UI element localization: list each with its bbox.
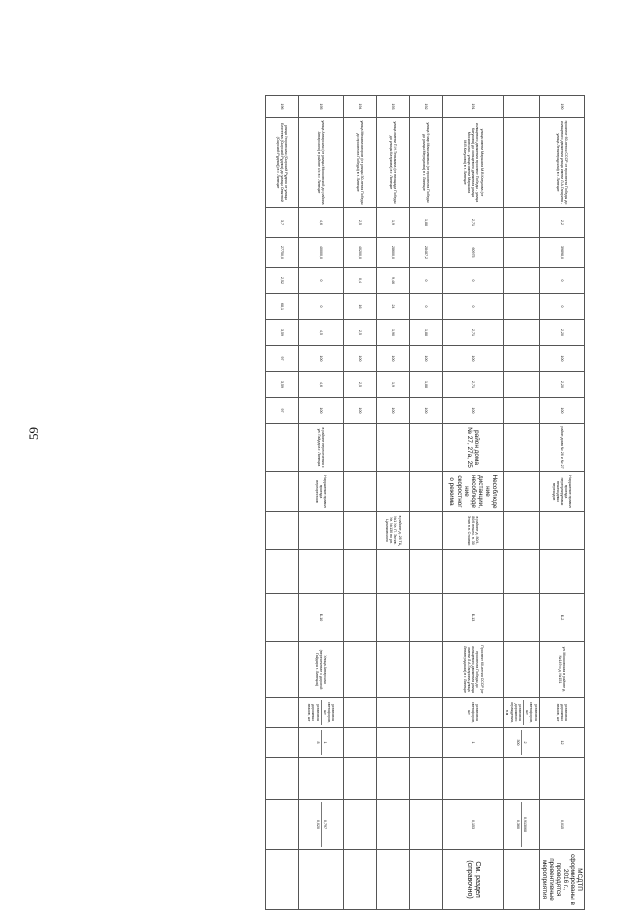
row-number-text: 191: [471, 103, 476, 110]
value-cell: [410, 346, 443, 372]
accident-detail: [539, 512, 584, 550]
empty-cell: [299, 758, 344, 800]
row-number: [410, 96, 443, 118]
value-cell: [539, 346, 584, 372]
value-cell-text: 24: [391, 304, 396, 309]
object-description: [443, 642, 504, 698]
quantity-cell: [443, 728, 504, 758]
value-cell-text: 100: [358, 355, 363, 362]
measure-cell: [539, 698, 584, 728]
value-cell: [410, 398, 443, 424]
row-number: [504, 96, 540, 118]
accident-detail: [299, 512, 344, 550]
road-section-text: улица 9 мкр Максимовых (от проспекта Победы до улицы Меркулова) в г. Липецке: [422, 122, 431, 203]
location-detail: [504, 424, 540, 472]
object-code: [443, 594, 504, 642]
value-cell-text: 2,52: [280, 277, 285, 284]
accident-detail: [504, 512, 540, 550]
value-cell-text: 100: [319, 355, 324, 362]
value-cell: [266, 320, 299, 346]
object-description: [266, 642, 299, 698]
length-cell-text: 1,88: [424, 219, 429, 226]
value-cell: [299, 372, 344, 398]
empty-cell: [344, 550, 377, 594]
area-cell-text: 28600,0: [391, 246, 396, 259]
value-cell: [266, 268, 299, 294]
value-cell: [410, 320, 443, 346]
note-cell: [266, 850, 299, 910]
value-cell-text: 2,5: [358, 382, 363, 387]
measure-cell: [344, 698, 377, 728]
value-cell-text: 100: [391, 355, 396, 362]
object-code: [299, 594, 344, 642]
value-cell: [266, 372, 299, 398]
road-section-text: улица Механизаторов (от улицы 30-летия Победы до проспекта Победы) в г. Липецке: [356, 120, 365, 205]
value-cell-text: 2,71: [471, 381, 476, 388]
table-row: [344, 96, 377, 910]
empty-cell: [410, 550, 443, 594]
quantity-cell: [539, 728, 584, 758]
row-number: [377, 96, 410, 118]
note-cell: [410, 850, 443, 910]
value-cell: [299, 398, 344, 424]
value-cell: [539, 372, 584, 398]
table-row: [539, 96, 584, 910]
value-cell-text: 0: [424, 279, 429, 282]
road-section: [266, 118, 299, 208]
note-cell-text: МСДТП сформированы в 2016 г., проводятся превентивные мероприятия: [540, 854, 583, 905]
note-cell: [377, 850, 410, 910]
value-cell: [266, 398, 299, 424]
object-description: [504, 642, 540, 698]
cost-cell-text: 0,153: [471, 820, 476, 829]
quantity-cell-text: 1: [471, 741, 476, 744]
value-cell: [410, 268, 443, 294]
value-cell-text: 1,88: [424, 329, 429, 336]
violation-reason-text: Нарушение правил проезда нерегулируемых пешеходных переходов: [551, 475, 573, 508]
area-cell-text: 27750,0: [280, 246, 285, 259]
value-cell: [443, 320, 504, 346]
empty-cell: [539, 550, 584, 594]
road-section: [377, 118, 410, 208]
road-section: [299, 118, 344, 208]
cost-cell-secondary: 0,360: [516, 802, 522, 847]
location-detail: [377, 424, 410, 472]
measure-cell-secondary: установка дорожного ограждения, п.м: [505, 700, 524, 725]
note-cell: [443, 850, 504, 910]
object-code-text: Б-2: [559, 614, 564, 621]
value-cell: [344, 346, 377, 372]
object-code: [539, 594, 584, 642]
row-number: [344, 96, 377, 118]
note-cell: [539, 850, 584, 910]
road-section-text: улица имени Маршала М.В.Катукова (от кольцевого движения проспект Победы - улица Катукова) до кольцевого движения улица Московская - улица имени Маршала М.В.Катукова) в г. Липецке: [462, 122, 484, 203]
measure-cell-secondary: установка дорожных знаков, шт: [307, 700, 322, 725]
location-detail: [344, 424, 377, 472]
page-number: 59: [26, 427, 41, 440]
location-detail: [266, 424, 299, 472]
value-cell-text: 0: [471, 279, 476, 282]
road-section: [410, 118, 443, 208]
value-cell-text: 2,5: [358, 330, 363, 335]
length-cell-text: 1,9: [391, 220, 396, 225]
length-cell: [377, 208, 410, 238]
road-section: [443, 118, 504, 208]
object-code: [377, 594, 410, 642]
accident-detail: [443, 512, 504, 550]
value-cell-text: 0: [559, 305, 564, 308]
value-cell: [299, 320, 344, 346]
measure-cell: [299, 698, 344, 728]
value-cell-text: 2,20: [559, 381, 564, 388]
length-cell: [344, 208, 377, 238]
table-row: [443, 96, 504, 910]
quantity-cell: [299, 728, 344, 758]
row-number: [299, 96, 344, 118]
value-cell-text: 4,6: [319, 382, 324, 387]
empty-cell: [539, 758, 584, 800]
measure-cell-text: установка дорожных знаков, шт: [555, 703, 569, 722]
empty-cell: [377, 758, 410, 800]
note-cell-text: См. раздел (справочно): [466, 860, 482, 899]
location-detail: [410, 424, 443, 472]
empty-cell: [344, 758, 377, 800]
violation-reason: [377, 472, 410, 512]
location-detail-text: район дома № 27, 27а, 25: [466, 427, 481, 468]
violation-reason: [299, 472, 344, 512]
value-cell-text: 97: [280, 408, 285, 413]
value-cell-text: 0: [319, 279, 324, 282]
value-cell-text: 97: [280, 356, 285, 361]
value-cell: [299, 346, 344, 372]
value-cell: [377, 268, 410, 294]
empty-cell: [504, 550, 540, 594]
value-cell: [504, 398, 540, 424]
location-detail-text: район дома № 26 и № 27: [559, 426, 564, 469]
empty-cell: [410, 758, 443, 800]
cost-cell-text: 0,913068: [523, 817, 528, 832]
object-description: [344, 642, 377, 698]
quantity-cell: [377, 728, 410, 758]
cost-cell: [539, 800, 584, 850]
length-cell: [539, 208, 584, 238]
measure-cell-text: установка светофоров, шт: [466, 701, 480, 723]
location-detail: [443, 424, 504, 472]
value-cell: [377, 320, 410, 346]
row-number-text: 193: [391, 103, 396, 110]
quantity-cell-secondary: 300: [516, 730, 522, 755]
value-cell: [443, 346, 504, 372]
cost-cell: [504, 800, 540, 850]
accident-detail: [377, 512, 410, 550]
table-body: [266, 96, 585, 910]
area-cell: [539, 238, 584, 268]
value-cell: [299, 294, 344, 320]
length-cell: [410, 208, 443, 238]
location-detail-text: в районе пересечения с ул. Гайдара г. Липецка: [317, 427, 326, 468]
empty-cell: [266, 550, 299, 594]
value-cell-text: 68,1: [280, 303, 285, 310]
value-cell: [443, 398, 504, 424]
value-cell: [299, 268, 344, 294]
value-cell-text: 100: [319, 407, 324, 414]
value-cell-text: 9,46: [391, 277, 396, 284]
length-cell: [443, 208, 504, 238]
empty-cell: [504, 758, 540, 800]
row-number: [443, 96, 504, 118]
violation-reason: [344, 472, 377, 512]
value-cell: [539, 320, 584, 346]
value-cell: [377, 372, 410, 398]
object-code: [266, 594, 299, 642]
quantity-cell-text: 2: [523, 741, 528, 744]
area-cell-text: 40200,0: [358, 246, 363, 259]
area-cell: [266, 238, 299, 268]
length-cell: [504, 208, 540, 238]
empty-cell: [443, 550, 504, 594]
accident-detail: [410, 512, 443, 550]
value-cell-text: 0: [559, 279, 564, 282]
object-description: [299, 642, 344, 698]
violation-reason: [443, 472, 504, 512]
cost-cell: [377, 800, 410, 850]
length-cell-text: 2,71: [471, 219, 476, 226]
value-cell-text: 100: [559, 407, 564, 414]
object-description: [377, 642, 410, 698]
cost-cell: [266, 800, 299, 850]
value-cell-text: 0: [424, 305, 429, 308]
empty-cell: [377, 550, 410, 594]
row-number-text: 190: [559, 103, 564, 110]
measure-cell-text: установка светофоров, шт: [525, 701, 538, 723]
value-cell: [443, 268, 504, 294]
road-section-text: улица Угорянская (Сырский Рудник от улицы Бехтеева (Сырский Рудник) до улицы Опытной (Сырский Рудник)) в г. Липецке: [275, 123, 289, 202]
value-cell: [410, 372, 443, 398]
value-cell-text: 100: [559, 355, 564, 362]
violation-reason: [266, 472, 299, 512]
cost-cell: [410, 800, 443, 850]
quantity-cell: [344, 728, 377, 758]
value-cell: [410, 294, 443, 320]
length-cell-text: 2,5: [358, 220, 363, 225]
row-number: [539, 96, 584, 118]
note-cell: [504, 850, 540, 910]
value-cell: [377, 294, 410, 320]
measure-cell-text: установка светофоров, шт: [322, 701, 336, 723]
value-cell: [504, 346, 540, 372]
value-cell: [539, 398, 584, 424]
road-section: [539, 118, 584, 208]
value-cell: [344, 268, 377, 294]
violation-reason-text: Нарушение правил проезда перекрестков: [314, 475, 328, 508]
area-cell: [377, 238, 410, 268]
value-cell: [539, 294, 584, 320]
value-cell: [504, 294, 540, 320]
measure-cell: [410, 698, 443, 728]
measure-cell: [504, 698, 540, 728]
value-cell: [344, 294, 377, 320]
length-cell: [299, 208, 344, 238]
cost-cell-text: 0,015: [559, 820, 564, 829]
object-code: [410, 594, 443, 642]
value-cell-text: 100: [391, 407, 396, 414]
row-number: [266, 96, 299, 118]
road-section: [504, 118, 540, 208]
object-description-text: Проспект 60-летия СССР (от проспекта Победы до кольцевого движения улица имени Л.А.Гагарина-улица Ленинградская) в г. Липецке: [462, 645, 484, 694]
area-cell-text: 28487,2: [424, 246, 429, 259]
road-section-text: проспект 60-летия СССР от проспекта Победы до кольцевого движения улица имени Л.А.Гагарина - улица Ленинградская) в г. Липецке: [555, 120, 569, 205]
value-cell-text: 0: [471, 305, 476, 308]
object-code: [344, 594, 377, 642]
value-cell-text: 4,5: [319, 330, 324, 335]
value-cell: [344, 372, 377, 398]
row-number-text: 195: [319, 103, 324, 110]
table-row: [377, 96, 410, 910]
empty-cell: [266, 758, 299, 800]
value-cell-text: 2,71: [471, 329, 476, 336]
table-row: [504, 96, 540, 910]
area-cell: [344, 238, 377, 268]
table-row: [266, 96, 299, 910]
row-number-text: 192: [424, 103, 429, 110]
accident-detail: [344, 512, 377, 550]
accident-detail-text: в районе д. 26 ТЦ №1 Ул. П. Эктив. Ул. №130 по ул. Циолковского: [384, 515, 402, 546]
note-cell: [344, 850, 377, 910]
value-cell: [504, 372, 540, 398]
value-cell: [377, 398, 410, 424]
quantity-cell: [266, 728, 299, 758]
note-cell: [299, 850, 344, 910]
value-cell-text: 0,4: [358, 278, 363, 283]
value-cell-text: 1,88: [424, 381, 429, 388]
value-cell-text: 100: [471, 407, 476, 414]
object-description-text: Улица Ангарская (пересечение с дорогой Гайдара г. Липецка): [314, 649, 328, 690]
value-cell-text: 2,20: [559, 329, 564, 336]
violation-reason: [504, 472, 540, 512]
value-cell: [539, 268, 584, 294]
value-cell-text: 16: [358, 304, 363, 309]
area-cell: [410, 238, 443, 268]
area-cell-text: 39898,0: [559, 246, 564, 259]
value-cell: [504, 320, 540, 346]
road-section: [344, 118, 377, 208]
safety-measures-table: [265, 95, 585, 910]
value-cell-text: 3,59: [280, 329, 285, 336]
value-cell: [266, 294, 299, 320]
measure-cell: [377, 698, 410, 728]
value-cell: [266, 346, 299, 372]
cost-cell-secondary: 0,020: [315, 802, 321, 847]
value-cell-text: 100: [424, 407, 429, 414]
object-code: [504, 594, 540, 642]
area-cell-text: 60975: [471, 247, 476, 258]
cost-cell: [344, 800, 377, 850]
road-section-text: улица имени П.Н.Тельмана (от площади Победы до улицы Катукова) в г. Липецке: [389, 121, 398, 204]
measure-cell: [443, 698, 504, 728]
area-cell: [443, 238, 504, 268]
value-cell-text: 3,59: [280, 381, 285, 388]
value-cell: [504, 268, 540, 294]
value-cell-text: 1,90: [391, 329, 396, 336]
road-section-text: улица Ангарская (от улицы Московской до района Ангарского) в районе с/с в г. Липецке: [317, 120, 326, 205]
violation-reason: [410, 472, 443, 512]
quantity-cell: [410, 728, 443, 758]
table-row: [410, 96, 443, 910]
cost-cell-text: 0,797: [322, 820, 327, 829]
value-cell: [377, 346, 410, 372]
object-code-text: Б-10: [319, 613, 324, 622]
area-cell: [504, 238, 540, 268]
accident-detail-text: в районе д. 80/4, 80/6 пешех. п. 30 Этап п.п. Стоянки: [466, 515, 480, 546]
area-cell-text: 40000,0: [319, 246, 324, 259]
empty-cell: [443, 758, 504, 800]
object-code-text: Б-13: [471, 613, 476, 622]
quantity-cell-text: 1: [322, 741, 327, 744]
area-cell: [299, 238, 344, 268]
length-cell-text: 2,2: [559, 220, 564, 225]
violation-reason: [539, 472, 584, 512]
location-detail: [299, 424, 344, 472]
value-cell-text: 0: [319, 305, 324, 308]
row-number-text: 196: [280, 103, 285, 110]
length-cell: [266, 208, 299, 238]
row-number-text: 194: [358, 103, 363, 110]
quantity-cell-secondary: 8: [315, 730, 321, 755]
value-cell: [443, 372, 504, 398]
value-cell-text: 1,9: [391, 382, 396, 387]
value-cell: [344, 320, 377, 346]
length-cell-text: 4,6: [319, 220, 324, 225]
quantity-cell-text: 12: [559, 740, 564, 745]
measure-cell: [266, 698, 299, 728]
value-cell-text: 100: [471, 355, 476, 362]
object-description: [410, 642, 443, 698]
location-detail: [539, 424, 584, 472]
quantity-cell: [504, 728, 540, 758]
violation-reason-text: Несоблюдение дистанции, несоблюдение скоростного режима: [448, 474, 498, 509]
length-cell-text: 3,7: [280, 220, 285, 225]
empty-cell: [299, 550, 344, 594]
value-cell: [443, 294, 504, 320]
accident-detail: [266, 512, 299, 550]
value-cell: [344, 398, 377, 424]
table-row: [299, 96, 344, 910]
object-description: [539, 642, 584, 698]
cost-cell: [299, 800, 344, 850]
value-cell-text: 100: [358, 407, 363, 414]
object-description-text: ул. Московская в районе д. №149 и д. №151: [557, 646, 567, 693]
value-cell-text: 100: [424, 355, 429, 362]
cost-cell: [443, 800, 504, 850]
